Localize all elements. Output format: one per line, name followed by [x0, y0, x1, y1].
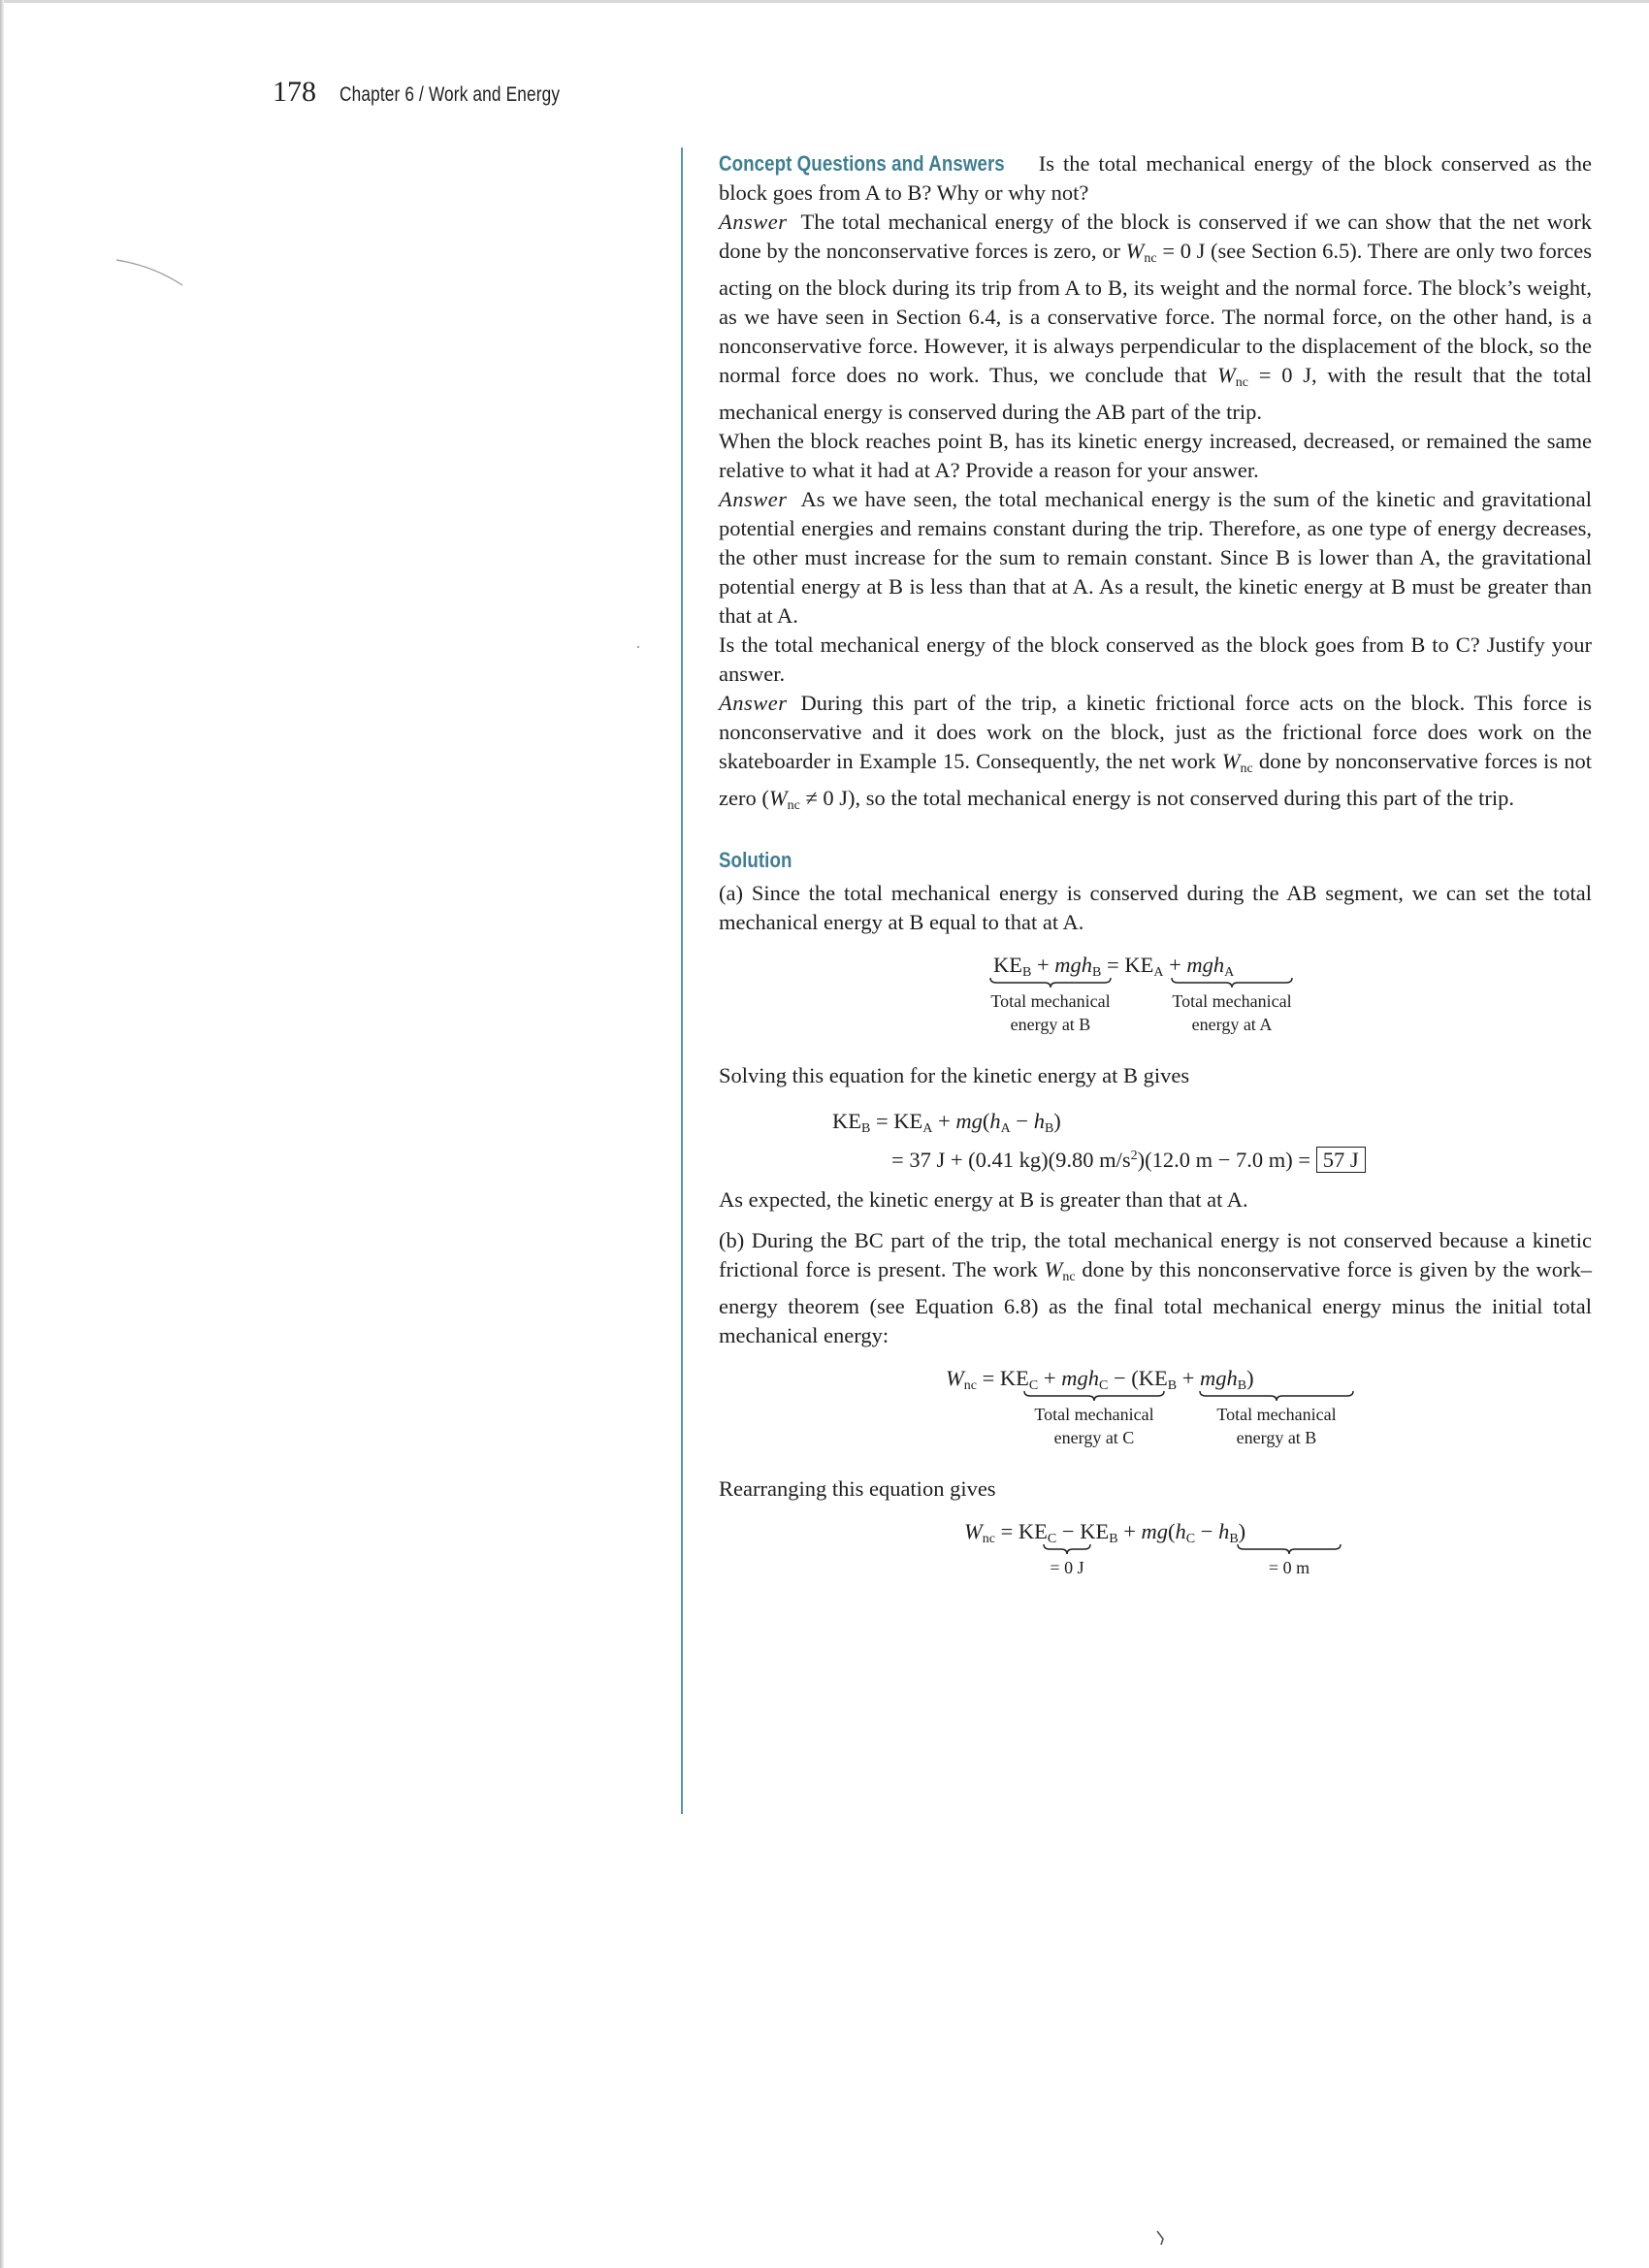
subscript-nc: nc — [1062, 1270, 1076, 1284]
brace-annotation-right — [1164, 976, 1300, 1036]
eq-symbol: W — [946, 1366, 964, 1390]
brace-label-line: energy at B — [1236, 1428, 1317, 1447]
eq-subscript: C — [1185, 1532, 1196, 1546]
eq-subscript: C — [1028, 1378, 1039, 1393]
eq-superscript: 2 — [1130, 1149, 1138, 1163]
eq-symbol: mgh — [1200, 1366, 1238, 1390]
question-1-text: Is the total mechanical energy of the block conserved as the block goes from A to B? Why or why not? — [719, 151, 1592, 205]
scan-edge-top — [0, 0, 1649, 3]
solution-heading: Solution — [719, 848, 792, 872]
equation-rearranged — [719, 1517, 1592, 1595]
eq-symbol: KE — [1124, 953, 1154, 977]
underbrace-icon — [1198, 1389, 1355, 1403]
answer-3-text-a: During this part of the trip, a kinetic frictional force acts on the block. This force is nonconservative and it does work on the block, just as the frictional force does work on the skateboarder in Example 15. Consequently, the net work — [719, 691, 1592, 773]
symbol-w: W — [1221, 749, 1241, 773]
answer-label: Answer — [719, 210, 788, 234]
eq-subscript: nc — [963, 1378, 977, 1393]
equation-1-row: $KE_B + mgh_B = KE_A + mgh_A$ — [993, 953, 1235, 980]
eq-symbol: h — [1033, 1109, 1045, 1133]
margin-rule — [681, 147, 683, 1814]
answer-3 — [719, 689, 1592, 821]
brace-annotation-left — [1017, 1389, 1172, 1449]
eq-symbol: mgh — [1186, 953, 1225, 977]
eq-symbol: mgh — [1061, 1366, 1099, 1390]
eq-subscript: B — [1237, 1378, 1247, 1393]
equation-work-energy — [719, 1364, 1592, 1465]
part-b-text-b: done by this nonconservative force is given by the work–energy theorem (see Equation 6.8) as the final total mechanical energy minus the initial total mechanical energy: — [719, 1257, 1592, 1347]
brace-annotation-left — [1038, 1542, 1096, 1579]
eq-subscript: B — [861, 1121, 871, 1136]
chapter-title: Chapter 6 / Work and Energy — [340, 83, 561, 106]
concept-question-2: When the block reaches point B, has its kinetic energy increased, decreased, or remained the same relative to what it had at A? Provide a reason for your answer. — [719, 429, 1592, 482]
pencil-tick — [1154, 2229, 1168, 2247]
rearranging-text: Rearranging this equation gives — [719, 1476, 996, 1501]
brace-label-line: = 0 m — [1268, 1558, 1310, 1577]
eq-symbol: mgh — [1054, 953, 1093, 977]
eq-symbol: KE — [1138, 1366, 1168, 1390]
solving-text: Solving this equation for the kinetic energy at B gives — [719, 1063, 1190, 1087]
concept-question-1 — [719, 149, 1592, 208]
brace-annotation-right — [1231, 1542, 1347, 1579]
answer-1-text-a: The total mechanical energy of the block is conserved if we can show that the net work done by the nonconservative forces is zero, or — [719, 210, 1592, 263]
symbol-w: W — [1125, 239, 1145, 263]
eq-subscript: C — [1047, 1532, 1057, 1546]
underbrace-icon — [988, 976, 1113, 989]
underbrace-icon — [1042, 1542, 1092, 1556]
answer-label: Answer — [719, 691, 788, 715]
brace-label-line: energy at A — [1191, 1015, 1273, 1034]
equation-2-line-1: $KE_B = KE_A + mg(h_A - h_B)$ — [832, 1109, 1061, 1136]
expected-text: As expected, the kinetic energy at B is greater than that at A. — [719, 1187, 1248, 1212]
answer-3-text-c: ≠ 0 J), so the total mechanical energy is not conserved during this part of the trip. — [799, 786, 1514, 810]
eq-subscript: B — [1167, 1378, 1178, 1393]
equation-3-row: $W_{nc} = KE_C + mgh_C - (KE_B + mgh_B)$ — [946, 1366, 1254, 1393]
answer-2-text: As we have seen, the total mechanical energy is the sum of the kinetic and gravitational potential energies and remains constant during the trip. Therefore, as one type of energy decreases, the other must increase for the sum to remain constant. Since B is lower than A, the gravitational potential energy at B is less than that at A. As a result, the kinetic energy at B must be greater than that at A. — [719, 487, 1592, 628]
eq-subscript: nc — [982, 1532, 995, 1546]
equation-4-row: $W_{nc} = KE_C - KE_B + mg(h_C - h_B)$ — [964, 1519, 1246, 1546]
subscript-nc: nc — [1240, 761, 1253, 776]
underbrace-icon — [1022, 1389, 1166, 1403]
brace-label-line: Total mechanical — [1172, 991, 1292, 1011]
equation-kinetic-energy-b — [719, 1104, 1592, 1174]
part-a-label: (a) — [719, 881, 743, 905]
symbol-w: W — [1044, 1257, 1063, 1281]
eq-symbol: W — [964, 1519, 983, 1543]
eq-subscript: B — [1092, 965, 1102, 980]
part-b-paragraph — [719, 1226, 1592, 1350]
eq-subscript: C — [1098, 1378, 1109, 1393]
symbol-w: W — [768, 786, 788, 810]
eq-symbol: KE — [832, 1109, 861, 1133]
concept-heading: Concept Questions and Answers — [719, 151, 1005, 176]
brace-annotation-right — [1194, 1389, 1359, 1449]
eq-subscript: B — [1109, 1532, 1118, 1546]
eq-subscript: B — [1022, 965, 1032, 980]
eq-symbol: KE — [993, 953, 1022, 977]
eq-text: )(12.0 m − 7.0 m) = — [1137, 1148, 1311, 1172]
eq-symbol: KE — [999, 1366, 1029, 1390]
eq-symbol: KE — [1080, 1519, 1110, 1543]
eq-subscript: B — [1229, 1532, 1239, 1546]
pencil-mark — [114, 254, 192, 293]
underbrace-icon — [1170, 976, 1294, 989]
eq-subscript: A — [1153, 965, 1164, 980]
brace-label-line: Total mechanical — [1216, 1405, 1337, 1424]
brace-label-line: = 0 J — [1050, 1558, 1084, 1577]
eq-symbol: h — [989, 1109, 1001, 1133]
concept-question-3: Is the total mechanical energy of the block conserved as the block goes from B to C? Justify your answer. — [719, 632, 1592, 686]
brace-annotation-left — [983, 976, 1118, 1036]
equation-2-line-2 — [719, 1139, 1592, 1174]
main-content — [719, 149, 1592, 1604]
eq-subscript: B — [1044, 1121, 1054, 1136]
eq-text: = 37 J + (0.41 kg)(9.80 m/s — [891, 1148, 1131, 1172]
answer-label: Answer — [719, 487, 788, 511]
answer-1-text-c: = 0 J, with the result that the total mechanical energy is conserved during the AB part of the trip. — [719, 363, 1592, 424]
part-b-label: (b) — [719, 1228, 745, 1252]
eq-symbol: h — [1175, 1519, 1186, 1543]
equation-energy-conservation — [719, 951, 1592, 1052]
boxed-result: 57 J — [1316, 1147, 1366, 1173]
subscript-nc: nc — [1235, 375, 1248, 390]
part-a-paragraph — [719, 879, 1592, 937]
underbrace-icon — [1236, 1542, 1342, 1556]
brace-label-line: energy at C — [1053, 1428, 1135, 1447]
speck — [637, 646, 639, 648]
eq-symbol: mg — [955, 1109, 983, 1133]
brace-label-line: energy at B — [1010, 1015, 1091, 1034]
answer-3-text-b: done by nonconservative forces is not zero ( — [719, 749, 1592, 810]
brace-label-line: Total mechanical — [1034, 1405, 1154, 1424]
running-head — [273, 76, 608, 109]
eq-symbol: KE — [1018, 1519, 1048, 1543]
brace-label-line: Total mechanical — [990, 991, 1111, 1011]
eq-symbol: h — [1218, 1519, 1230, 1543]
answer-1-text-b: = 0 J (see Section 6.5). There are only two forces acting on the block during its trip from A to B, its weight and the normal force. The block’s weight, as we have seen in Section 6.4, is a conservative force. The normal force, on the other hand, is a nonconservative force. However, it is always perpendicular to the displacement of the block, so the normal force does no work. Thus, we conclude that — [719, 239, 1592, 387]
eq-subscript: A — [922, 1121, 933, 1136]
page-number: 178 — [273, 76, 316, 108]
answer-1 — [719, 208, 1592, 427]
eq-subscript: A — [1000, 1121, 1011, 1136]
subscript-nc: nc — [1144, 251, 1157, 266]
part-b-text-a: During the BC part of the trip, the total mechanical energy is not conserved because a kinetic frictional force is present. The work — [719, 1228, 1593, 1281]
eq-subscript: A — [1224, 965, 1235, 980]
scan-edge-left — [0, 0, 4, 2268]
eq-symbol: KE — [893, 1109, 923, 1133]
subscript-nc: nc — [787, 798, 800, 813]
part-a-text: Since the total mechanical energy is conserved during the AB segment, we can set the total mechanical energy at B equal to that at A. — [719, 881, 1593, 934]
eq-symbol: mg — [1141, 1519, 1169, 1543]
answer-2 — [719, 485, 1592, 631]
symbol-w: W — [1216, 363, 1236, 387]
